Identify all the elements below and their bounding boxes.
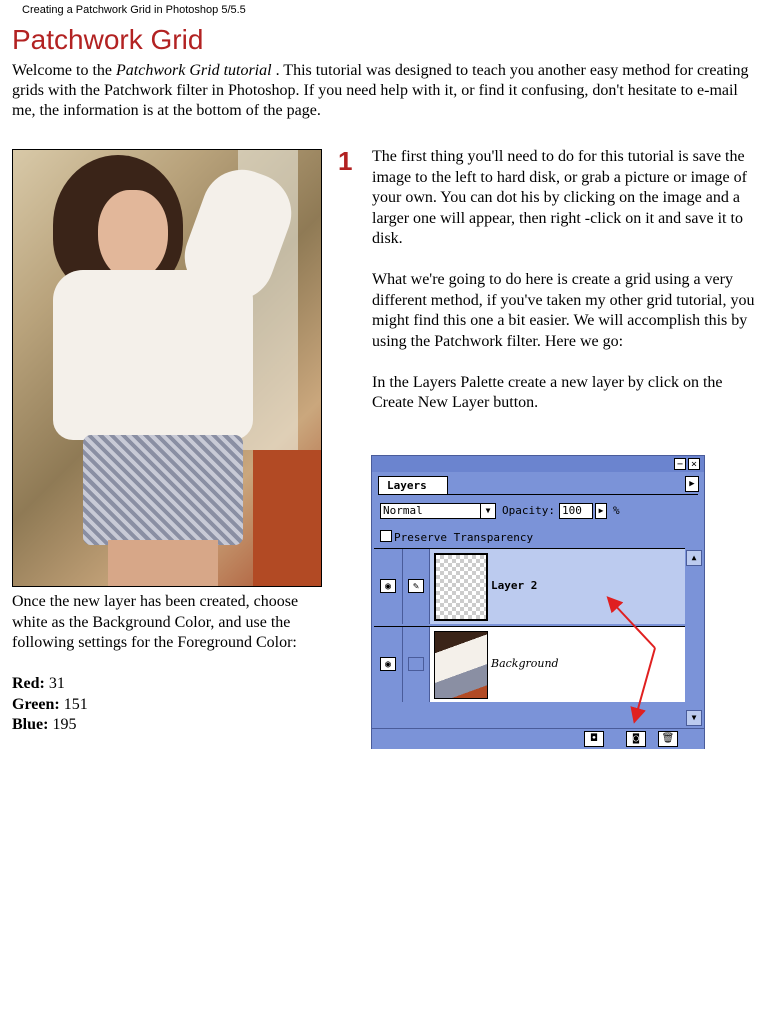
palette-menu-arrow-icon[interactable]: ▶ [685, 476, 699, 492]
create-new-layer-icon[interactable]: ◙ [626, 731, 646, 747]
step-paragraph-2: What we're going to do here is create a grid using a very different method, if you've taken my other grid tutorial, you might find this one a bit easier. We will accomplish this by using the Patchwork filter. Here we go: [372, 271, 755, 350]
preserve-transparency-checkbox[interactable] [380, 530, 392, 542]
photo-shorts [83, 435, 243, 545]
green-label: Green: [12, 695, 60, 713]
layer-2-thumbnail [434, 553, 488, 621]
link-column [403, 627, 430, 702]
blue-value: 195 [48, 716, 77, 733]
red-setting [12, 674, 332, 695]
red-value: 31 [44, 675, 65, 692]
tab-divider [378, 494, 698, 495]
scroll-down-icon[interactable]: ▼ [686, 710, 702, 726]
intro-suffix: . This tutorial was designed to teach you another easy method for creating grids with the Patchwork filter in Photoshop. If you need help with it, or find it confusing, don't hesitate to e-mail me, the information is at the bottom of the page. [12, 62, 749, 119]
intro-tutorial-link[interactable]: Patchwork Grid tutorial [116, 62, 272, 79]
brush-icon[interactable]: ✎ [408, 579, 424, 593]
close-button[interactable]: × [688, 458, 700, 470]
preserve-transparency[interactable] [380, 530, 533, 544]
layers-list [374, 548, 685, 708]
layer-name: Layer 2 [491, 579, 538, 592]
page-title: Patchwork Grid [12, 24, 204, 55]
link-column [403, 549, 430, 624]
opacity-label: Opacity: [502, 504, 555, 517]
opacity-field[interactable]: 100 [559, 503, 593, 519]
eye-icon[interactable]: ◉ [380, 657, 396, 671]
layer-row-background[interactable] [374, 626, 685, 702]
visibility-column [374, 549, 403, 624]
intro-prefix: Welcome to the [12, 62, 117, 79]
green-setting [12, 695, 332, 716]
trash-icon[interactable]: 🗑 [658, 731, 678, 747]
photo-wall [253, 450, 322, 587]
blue-setting [12, 715, 332, 736]
add-mask-icon[interactable]: ◘ [584, 731, 604, 747]
background-thumbnail [434, 631, 488, 699]
chevron-down-icon: ▼ [480, 504, 495, 518]
blue-label: Blue: [12, 716, 49, 733]
scroll-up-icon[interactable]: ▲ [686, 550, 702, 566]
eye-icon[interactable]: ◉ [380, 579, 396, 593]
palette-titlebar[interactable] [372, 456, 704, 472]
step-paragraph-1: The first thing you'll need to do for this tutorial is save the image to the left to hard disk, or grab a picture or image of your own. You can dot his by clicking on the image and a larger one will appear, then right -click on it and save it to disk. [372, 148, 747, 247]
photo-sweater [53, 270, 253, 440]
visibility-column [374, 627, 403, 702]
tab-layers[interactable]: Layers [378, 476, 448, 494]
palette-bottom-bar [372, 728, 704, 749]
blend-mode-value: Normal [383, 504, 423, 517]
layers-scrollbar[interactable] [686, 548, 702, 728]
preserve-transparency-label: Preserve Transparency [394, 531, 534, 544]
opacity-percent: % [613, 504, 620, 517]
opacity-slider-arrow-icon[interactable]: ▶ [595, 503, 607, 519]
photo-face [98, 190, 168, 280]
photo-legs [108, 540, 218, 587]
link-box[interactable] [408, 657, 424, 671]
page-header: Creating a Patchwork Grid in Photoshop 5/5.5 [22, 4, 246, 16]
green-value: 151 [59, 695, 88, 713]
tutorial-photo[interactable] [12, 149, 322, 587]
intro-paragraph [12, 61, 762, 121]
foreground-color-instructions [12, 592, 332, 736]
layer-name: Background [491, 657, 559, 670]
minimize-button[interactable]: − [674, 458, 686, 470]
left-paragraph: Once the new layer has been created, choose white as the Background Color, and use the following settings for the Foreground Color: [12, 593, 299, 651]
red-label: Red: [12, 675, 45, 692]
step-number: 1 [338, 146, 353, 176]
blend-mode-select[interactable] [380, 503, 496, 519]
layers-palette [371, 455, 705, 749]
step-instructions [372, 147, 756, 434]
step-paragraph-3: In the Layers Palette create a new layer by click on the Create New Layer button. [372, 373, 723, 411]
layer-row-layer-2[interactable] [374, 548, 685, 624]
